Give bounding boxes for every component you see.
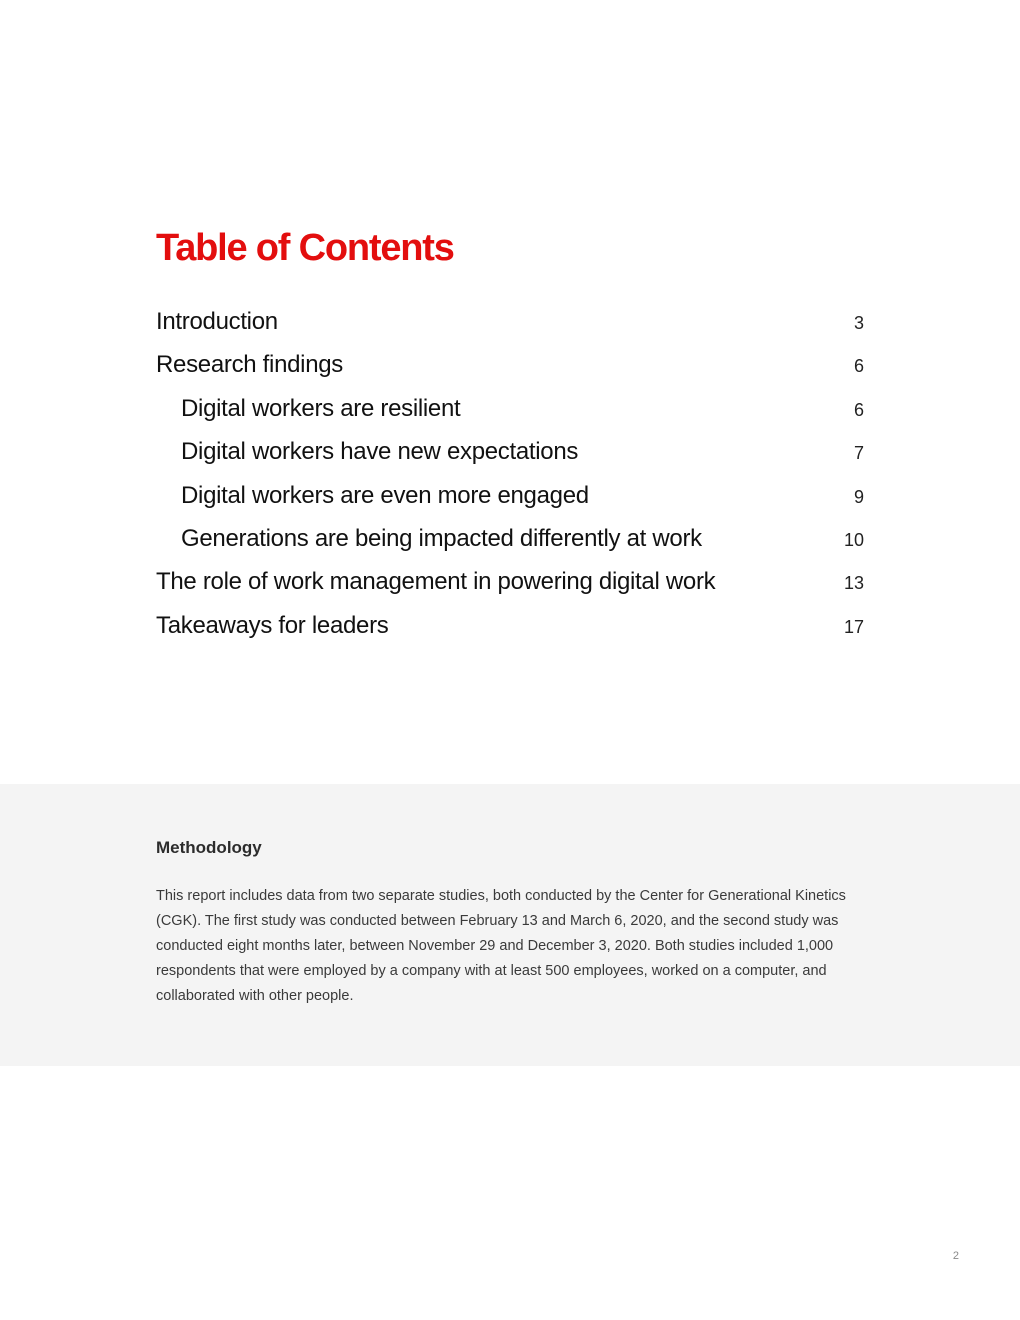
toc-entry-page-number: 13 xyxy=(843,573,864,594)
toc-entry-label: Digital workers are even more engaged xyxy=(181,481,589,509)
toc-entry-label: Takeaways for leaders xyxy=(156,611,389,639)
toc-entry-generations[interactable] xyxy=(156,517,864,560)
methodology-body: This report includes data from two separate studies, both conducted by the Center for Generational Kinetics (CGK). The first study was conducted between February 13 and March 6, 2020, and the second study was conducted eight months later, between November 29 and December 3, 2020. Both studies included 1,000 respondents that were employed by a company with at least 500 employees, worked on a computer, and collaborated with other people. xyxy=(156,888,846,1004)
toc-entry-page-number: 10 xyxy=(843,529,864,550)
table-of-contents xyxy=(156,300,864,647)
toc-entry-page-number: 9 xyxy=(853,486,864,507)
toc-entry-page-number: 6 xyxy=(853,399,864,420)
toc-entry-label: The role of work management in powering digital work xyxy=(156,568,716,596)
toc-entry-research-findings[interactable] xyxy=(156,343,864,386)
toc-entry-digital-workers-resilient[interactable] xyxy=(156,387,864,430)
toc-entry-work-management[interactable] xyxy=(156,560,864,603)
toc-entry-page-number: 3 xyxy=(853,313,864,333)
toc-entry-label: Digital workers are resilient xyxy=(181,394,461,422)
toc-entry-more-engaged[interactable] xyxy=(156,474,864,517)
toc-entry-label: Introduction xyxy=(156,308,278,335)
toc-entry-new-expectations[interactable] xyxy=(156,430,864,473)
toc-entry-takeaways[interactable] xyxy=(156,604,864,647)
toc-entry-page-number: 17 xyxy=(843,616,864,637)
toc-entry-label: Generations are being impacted differently at work xyxy=(181,524,702,552)
toc-entry-introduction[interactable] xyxy=(156,300,864,343)
toc-entry-page-number: 6 xyxy=(853,356,864,377)
toc-entry-page-number: 7 xyxy=(853,443,864,464)
methodology-panel xyxy=(0,784,1020,1066)
toc-entry-label: Research findings xyxy=(156,351,344,379)
toc-entry-label: Digital workers have new expectations xyxy=(181,438,579,466)
page-title: Table of Contents xyxy=(156,227,454,269)
page-number: 2 xyxy=(952,1250,959,1262)
methodology-heading: Methodology xyxy=(156,838,262,857)
